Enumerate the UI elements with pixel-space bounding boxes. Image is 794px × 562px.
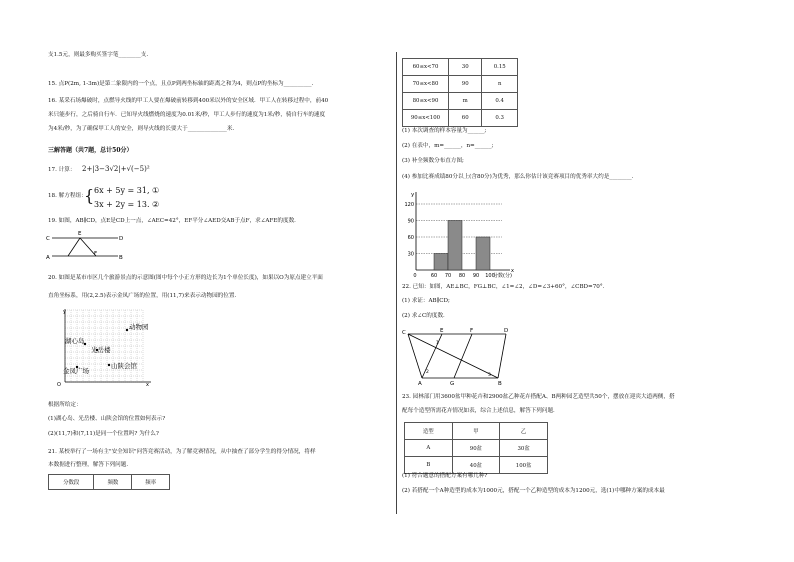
- q21-part4: (4) 参加比赛成绩80分以上(含80分)为优秀，那么你估计该竞赛项目的优秀率大约是________．: [402, 174, 638, 180]
- table-row: [403, 76, 518, 93]
- cell: 30: [449, 59, 482, 76]
- x-tick-label: 60: [430, 273, 438, 279]
- q23-part1: (1) 符合题意的搭配方案有哪几种?: [402, 473, 488, 479]
- q22-part1: (1) 求证：AB∥CD;: [402, 298, 450, 304]
- q22-angle-3: 3: [488, 373, 491, 378]
- q21-part2: (2) 在表中，m=______，n=______;: [402, 143, 494, 149]
- q21-table-header: [48, 474, 170, 490]
- map-x-label: x: [146, 382, 149, 388]
- cell: m: [449, 93, 482, 110]
- q19-text: 19. 如图，AB∥CD，点E是CD上一点，∠AEC=42°，EF平分∠AED交AB于点F，求∠AFE的度数．: [48, 218, 300, 224]
- q22-label-c: C: [402, 330, 406, 336]
- table-row: [403, 93, 518, 110]
- cell: 90: [449, 76, 482, 93]
- q22-angle-2: 2: [426, 370, 429, 375]
- q20-line2: 直角坐标系，用(2,2.5)表示金凤广场的位置，用(11,7)来表示动物园的位置．: [48, 293, 241, 299]
- cell: 乙: [500, 423, 548, 440]
- cell: 90≤x<100: [403, 110, 449, 127]
- table-row: [405, 457, 548, 474]
- cell: 60≤x<70: [403, 59, 449, 76]
- q16-line1: 16. 某采石场爆破时，点燃导火线的甲工人要在爆破前转移到400米以外的安全区域．甲工人在转移过程中，前40: [48, 98, 329, 104]
- q22-label-b: B: [498, 381, 502, 386]
- cell: 0.3: [482, 110, 518, 127]
- x-tick-label: 90: [472, 273, 480, 279]
- section-3-heading: 三解答题（共7题，总计50分）: [48, 147, 133, 154]
- x-axis-label: 分数(分): [493, 273, 512, 279]
- column-divider: [396, 52, 397, 514]
- q22-label-d: D: [504, 328, 509, 334]
- histogram-bar: [448, 221, 462, 271]
- q15-text: 15. 点P(2m, 1-3m)是第二象限内的一个点，且点P到两坐标轴的距离之和为4，则点P的坐标为__________.: [48, 81, 314, 87]
- q20-line1: 20. 如图是某市市区几个旅游景点的示意图(图中每个小正方形的边长为1个单位长度)，如果以O为原点建立平面: [48, 275, 323, 281]
- x-tick-label: 100: [485, 273, 495, 279]
- y-tick-label: 30: [407, 251, 414, 258]
- q21-part1: (1) 本次调查的样本容量为______;: [402, 128, 487, 134]
- q21-part3: (3) 补全频数分布直方图;: [402, 158, 464, 164]
- cell: B: [405, 457, 453, 474]
- map-tower-label: 光岳楼: [91, 346, 111, 354]
- map-lake-label: 湖心岛: [65, 337, 85, 345]
- q21-line1: 21. 某校举行了一场有主"安全知识"问答竞赛活动，为了解竞赛情况，从中抽查了部分学生的得分情况，将样: [48, 449, 316, 455]
- q18-label: 18. 解方程组：: [48, 193, 87, 199]
- q16-line3: 为4米/秒，为了确保甲工人的安全，则导火线的长要大于______________米．: [48, 126, 239, 132]
- q19-label-d: D: [119, 236, 124, 242]
- q22-label-e: E: [440, 328, 444, 334]
- x-tick-label: 70: [444, 273, 452, 279]
- q14-tail: 支1.5元，则最多购买签字笔________支.: [48, 52, 149, 58]
- map-y-label: y: [63, 309, 66, 315]
- header-frequency: 频数: [94, 475, 132, 490]
- cell: n: [482, 76, 518, 93]
- x-arrow-label: x: [511, 268, 514, 274]
- cell: 80≤x<90: [403, 93, 449, 110]
- cell: 甲: [452, 423, 500, 440]
- map-square-label: 金凤广场: [63, 367, 89, 375]
- q18-equation-2: 3x + 2y = 13. ②: [94, 200, 160, 209]
- table-row: [403, 59, 518, 76]
- q19-label-a: A: [46, 255, 50, 260]
- q20-part2: (2)(11,7)和(7,11)是同一个位置吗? 为什么?: [48, 431, 159, 437]
- map-zoo-label: 动物园: [129, 323, 149, 331]
- cell: 0.4: [482, 93, 518, 110]
- q20-prompt: 根据所给定：: [48, 402, 82, 408]
- cell: 60: [449, 110, 482, 127]
- header-score-range: 分数段: [49, 475, 94, 490]
- q19-label-f: F: [94, 251, 98, 257]
- q22-figure: [400, 326, 512, 386]
- q20-part1: (1)湖心岛、光岳楼、山陕会馆的位置如何表示?: [48, 416, 166, 422]
- cell: 0.15: [482, 59, 518, 76]
- q19-label-c: C: [46, 236, 50, 242]
- q21-frequency-table: [402, 58, 518, 127]
- q22-line1: 22. 已知：如图，AE⊥BC，FG⊥BC，∠1=∠2，∠D=∠3+60°，∠CBD=70°．: [402, 284, 609, 290]
- q17-expression: 2+|3−3√2|+√(−5)²: [82, 165, 150, 173]
- x-tick-label: 0: [413, 273, 417, 279]
- q23-table: [404, 422, 548, 474]
- y-tick-label: 60: [407, 235, 414, 241]
- q21-histogram: [398, 188, 538, 280]
- table-row: [405, 423, 548, 440]
- q19-figure: [44, 228, 124, 260]
- y-axis-label: y: [411, 192, 415, 198]
- q19-label-e: E: [78, 231, 82, 237]
- q23-part2: (2) 若搭配一个A种造型的成本为1000元，搭配一个乙种造型的成本为1200元，选(1)中哪种方案的成本最: [402, 488, 665, 494]
- y-tick-label: 90: [407, 218, 414, 225]
- header-rate: 频率: [132, 475, 170, 490]
- q20-map: [55, 306, 155, 388]
- cell: 100盆: [500, 457, 548, 474]
- cell: 造型: [405, 423, 453, 440]
- map-origin-label: O: [57, 382, 61, 388]
- table-row: [405, 440, 548, 457]
- table-row: [403, 110, 518, 127]
- histogram-bar: [476, 237, 490, 270]
- q18-equation-1: 6x + 5y = 31, ①: [94, 186, 160, 195]
- q22-part2: (2) 求∠C的度数．: [402, 313, 449, 319]
- q22-label-a: A: [418, 381, 422, 386]
- cell: A: [405, 440, 453, 457]
- q16-line2: 米只能步行，之后骑自行车．已知导火线燃烧的速度为0.01米/秒，甲工人步行的速度为1米/秒，骑自行车的速度: [48, 112, 326, 118]
- q22-angle-1: 1: [436, 341, 439, 346]
- q22-label-f: F: [470, 328, 474, 334]
- cell: 90盆: [452, 440, 500, 457]
- q23-line2: 配每个造型所需花卉情况如表，综合上述信息，解答下列问题．: [402, 408, 559, 414]
- cell: 40盆: [452, 457, 500, 474]
- cell: 30盆: [500, 440, 548, 457]
- cell: 70≤x<80: [403, 76, 449, 93]
- x-tick-label: 80: [458, 273, 466, 279]
- q21-line2: 本数据进行整理，解答下列问题．: [48, 462, 132, 468]
- q19-label-b: B: [119, 255, 123, 260]
- q18-brace: {: [84, 186, 95, 205]
- y-tick-label: 120: [404, 202, 414, 208]
- q22-label-g: G: [450, 381, 455, 386]
- map-hall-label: 山陕会馆: [111, 362, 137, 370]
- q17-label: 17. 计算：: [48, 167, 76, 173]
- histogram-bar: [434, 254, 448, 271]
- q23-line1: 23. 园林部门用3600盆甲种花卉和2900盆乙种花卉搭配A、B两种园艺造型共50个，摆放在迎宾大道两侧，搭: [402, 394, 675, 400]
